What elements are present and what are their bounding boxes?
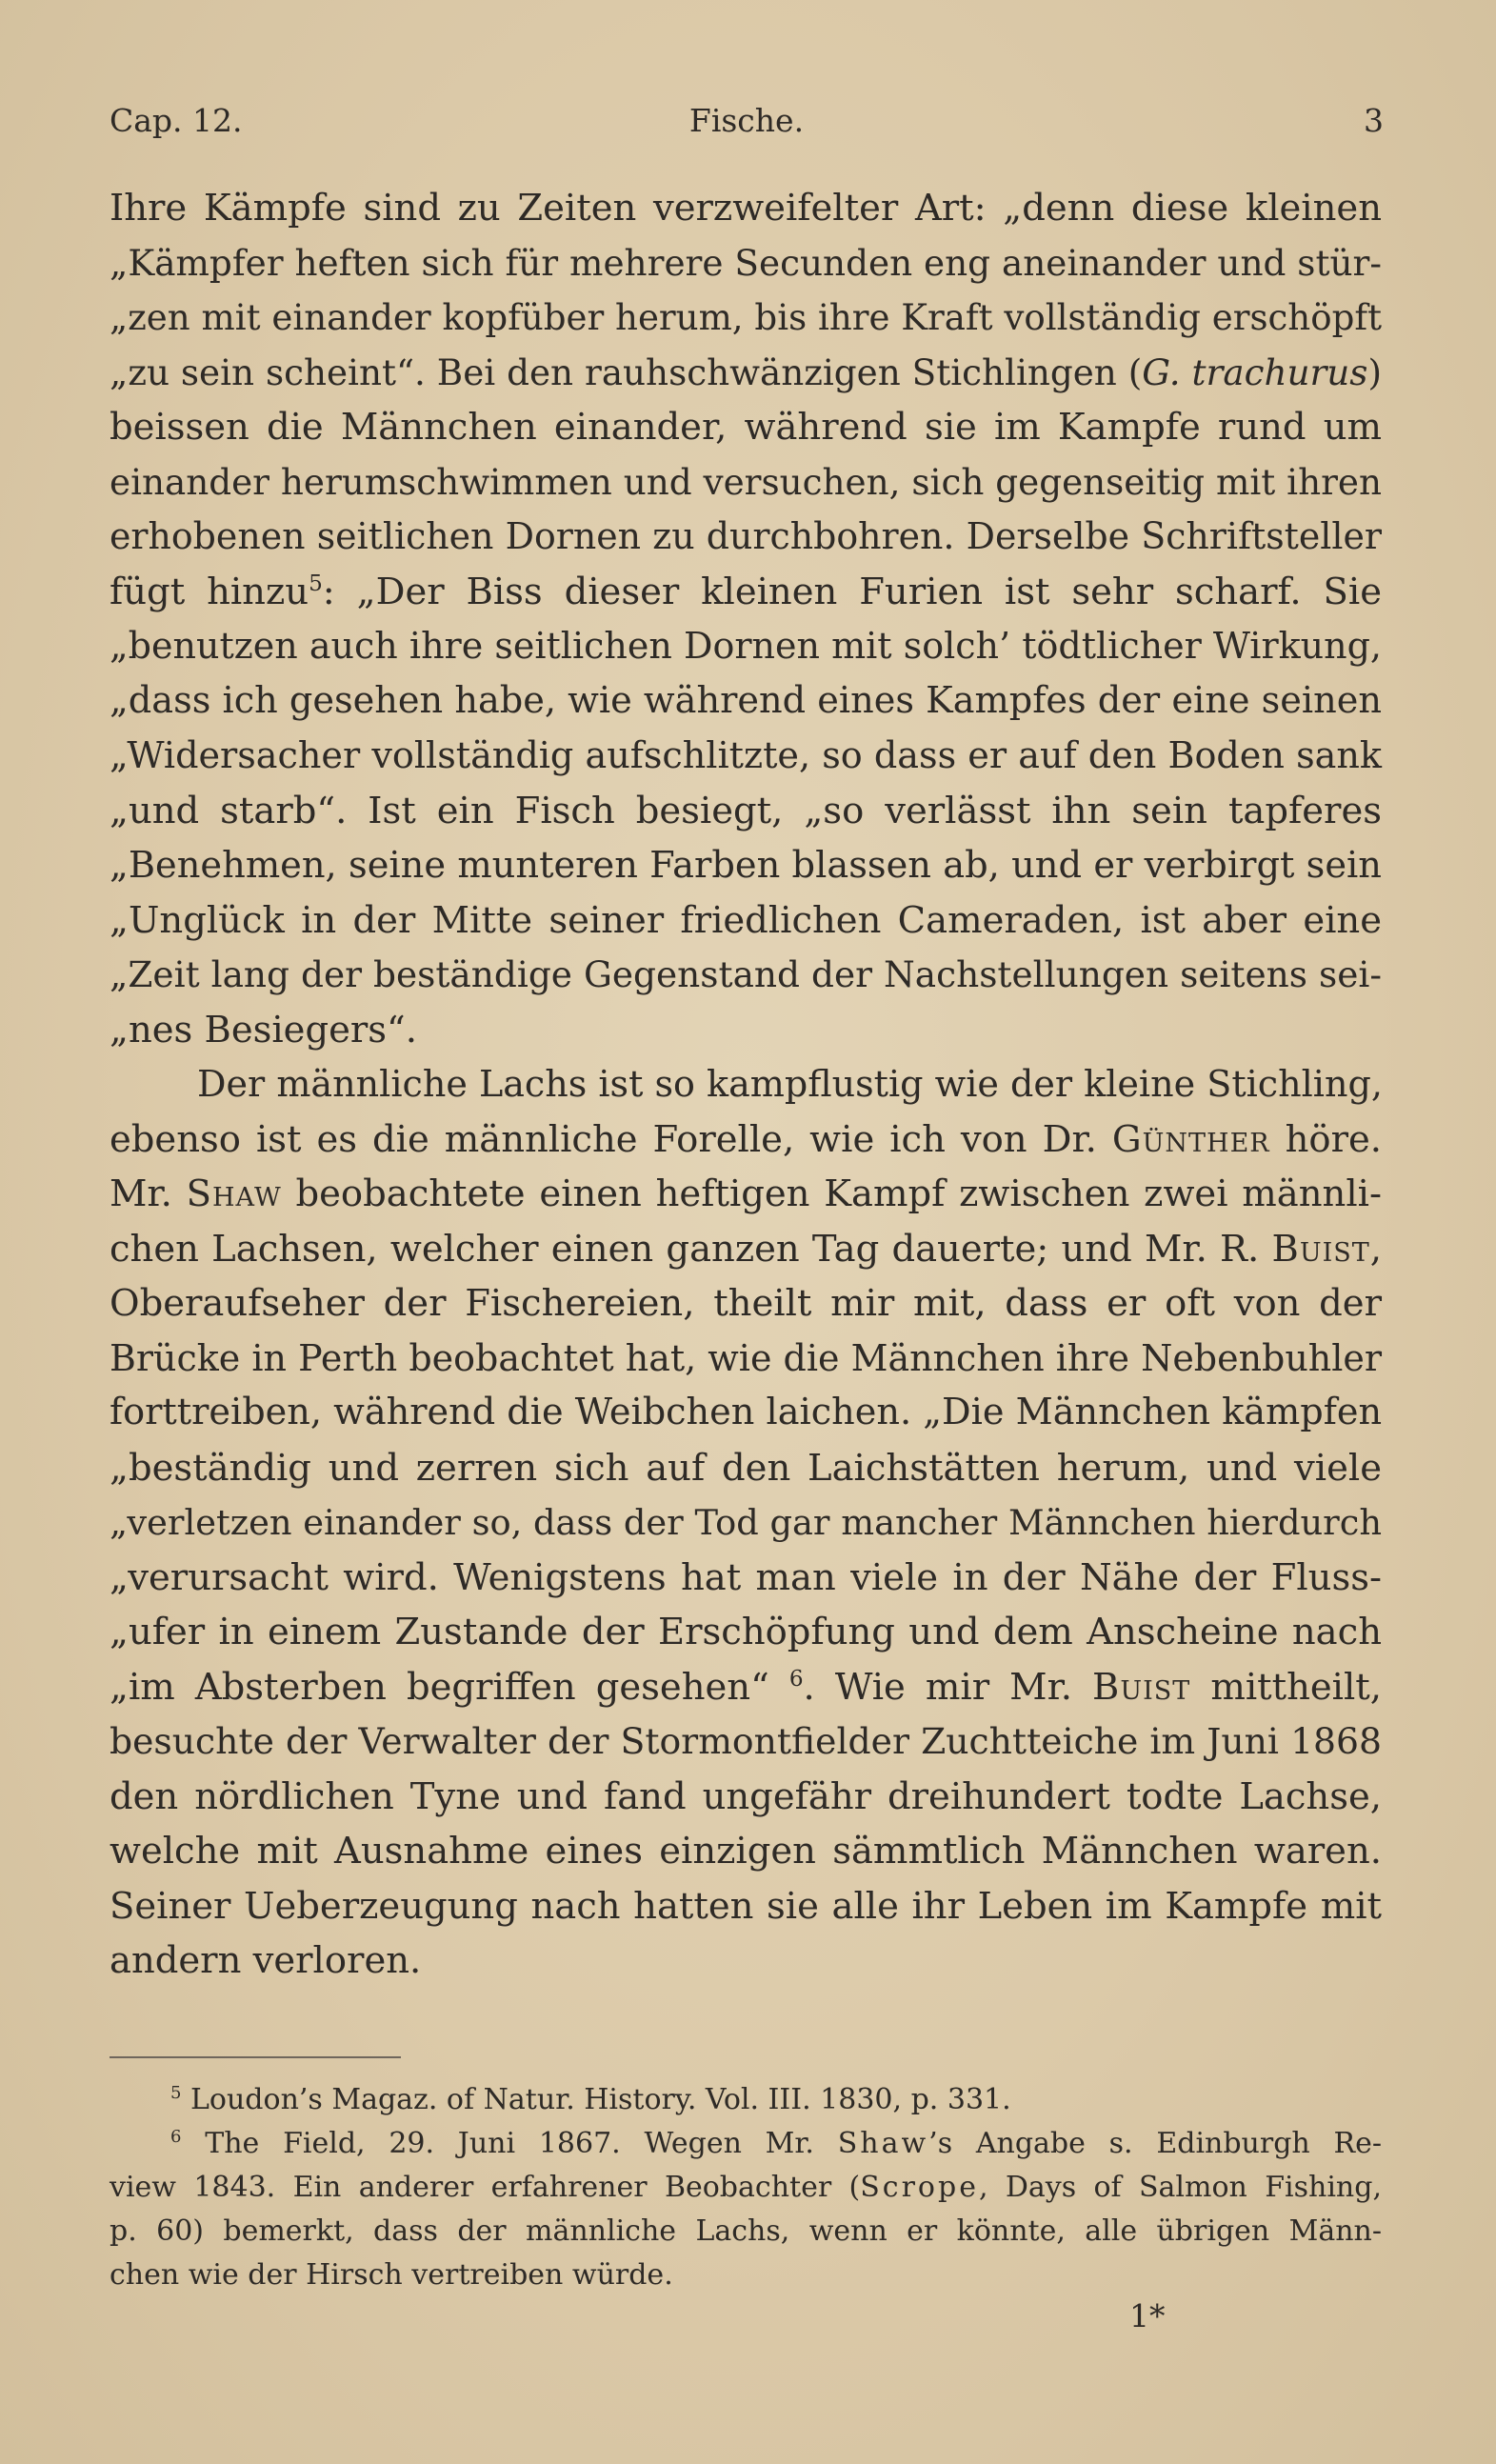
- person-name: Scrope: [860, 2171, 979, 2204]
- chapter-label: Cap. 12.: [110, 102, 243, 139]
- text-line: „zen mit einander kopfüber herum, bis ihre Kraft vollständig erschöpft: [110, 297, 1382, 338]
- footnote-5: [110, 2078, 1382, 2122]
- text-line: „Kämpfer heften sich für mehrere Secunden eng aneinander und stür-: [110, 241, 1382, 284]
- text-span: Mr.: [110, 1172, 187, 1215]
- text-line: „beständig und zerren sich auf den Laichstätten herum, und viele: [110, 1446, 1382, 1490]
- footnote-line: p. 60) bemerkt, dass der männliche Lachs, wenn er könnte, alle übrigen Männ-: [110, 2214, 1382, 2248]
- text-line: forttreiben, während die Weibchen laichen. „Die Männchen kämpfen: [110, 1392, 1383, 1433]
- text-span: fügt hinzu: [110, 570, 309, 613]
- footnote-mark: 6: [170, 2127, 182, 2147]
- text-line: einander herumschwimmen und versuchen, sich gegenseitig mit ihren: [110, 460, 1382, 503]
- text-line: Der männliche Lachs ist so kampflustig wie der kleine Stichling,: [197, 1063, 1383, 1105]
- text-span: ,: [1369, 1227, 1382, 1271]
- text-span: höre.: [1269, 1117, 1383, 1161]
- text-span: : „Der Biss dieser kleinen Furien ist sehr scharf. Sie: [322, 570, 1382, 613]
- text-line: „verletzen einander so, dass der Tod gar mancher Männchen hierdurch: [110, 1502, 1382, 1543]
- text-line: Brücke in Perth beobachtet hat, wie die Männchen ihre Nebenbuhler: [110, 1336, 1382, 1379]
- text-line: andern verloren.: [110, 1939, 422, 1982]
- text-line: „und starb“. Ist ein Fisch besiegt, „so verlässt ihn sein tapferes: [110, 789, 1382, 832]
- text-line: [110, 565, 1382, 620]
- running-header: [110, 97, 1384, 145]
- text-line: Ihre Kämpfe sind zu Zeiten verzweifelter Art: „denn diese kleinen: [110, 187, 1382, 230]
- paragraph-2: [110, 1057, 1382, 1989]
- text-line: „ufer in einem Zustande der Erschöpfung und dem Anscheine nach: [110, 1611, 1382, 1653]
- person-name: Buist: [1271, 1227, 1370, 1271]
- text-line: Seiner Ueberzeugung nach hatten sie alle ihr Leben im Kampfe mit: [110, 1884, 1382, 1928]
- text-line: „verursacht wird. Wenigstens hat man viele in der Nähe der Fluss-: [110, 1555, 1382, 1599]
- text-line: [110, 1660, 1382, 1715]
- footnotes: [110, 2078, 1382, 2297]
- text-line: beissen die Männchen einander, während sie im Kampfe rund um: [110, 406, 1382, 449]
- footnote-mark: 5: [170, 2083, 182, 2103]
- text-span: ebenso ist es die männliche Forelle, wie ich von Dr.: [110, 1117, 1112, 1161]
- footnote-text: The Field, 29. Juni 1867. Wegen Mr.: [205, 2127, 838, 2160]
- text-line: den nördlichen Tyne und fand ungefähr dreihundert todte Lachse,: [110, 1774, 1382, 1818]
- person-name: Shaw: [186, 1172, 282, 1215]
- footnote-ref-5: 5: [309, 571, 323, 596]
- text-line: „Unglück in der Mitte seiner friedlichen Cameraden, ist aber eine: [110, 898, 1382, 942]
- footnote-text: Loudon’s Magaz. of Natur. History. Vol. III. 1830, p. 331.: [190, 2083, 1011, 2116]
- body-text: [110, 181, 1382, 1989]
- text-line: „nes Besiegers“.: [110, 1008, 417, 1052]
- text-span: chen Lachsen, welcher einen ganzen Tag dauerte; und Mr. R.: [110, 1227, 1272, 1271]
- signature-mark: 1*: [1129, 2297, 1166, 2334]
- person-name: Günther: [1111, 1117, 1270, 1161]
- text-line: besuchte der Verwalter der Stormontfielder Zuchtteiche im Juni 1868: [110, 1720, 1382, 1762]
- text-line: „Widersacher vollständig aufschlitzte, so dass er auf den Boden sank: [110, 734, 1382, 776]
- text-span: „im Absterben begriffen gesehen“: [110, 1665, 789, 1709]
- footnote-text: ’s Angabe s. Edinburgh Re-: [928, 2127, 1382, 2160]
- page-number: 3: [1364, 102, 1384, 139]
- footnote-ref-6: 6: [788, 1666, 804, 1692]
- text-line: erhobenen seitlichen Dornen zu durchbohren. Derselbe Schriftsteller: [110, 515, 1382, 557]
- text-line: „benutzen auch ihre seitlichen Dornen mit solch’ tödtlicher Wirkung,: [110, 625, 1382, 667]
- text-span: beobachtete einen heftigen Kampf zwischen zwei männli-: [281, 1172, 1382, 1215]
- text-line: „Benehmen, seine munteren Farben blassen ab, und er verbirgt sein: [110, 844, 1382, 887]
- text-span: mittheilt,: [1190, 1665, 1382, 1709]
- person-name: Buist: [1092, 1665, 1191, 1709]
- text-line: „dass ich gesehen habe, wie während eines Kampfes der eine seinen: [110, 679, 1382, 722]
- footnote-line: chen wie der Hirsch vertreiben würde.: [110, 2258, 673, 2292]
- person-name: Shaw: [837, 2127, 929, 2160]
- section-title: Fische.: [688, 102, 805, 139]
- footnote-6: [110, 2122, 1382, 2166]
- footnote-divider: [110, 2056, 401, 2058]
- text-span: „zu sein scheint“. Bei den rauhschwänzigen Stichlingen (: [110, 351, 1143, 393]
- text-line: [110, 1167, 1382, 1222]
- text-line: [110, 1112, 1382, 1168]
- text-span: ): [1367, 351, 1382, 393]
- text-line: Oberaufseher der Fischereien, theilt mir mit, dass er oft von der: [110, 1282, 1382, 1325]
- text-span: . Wie mir Mr.: [803, 1665, 1093, 1709]
- paragraph-1: [110, 181, 1382, 1057]
- text-line: „Zeit lang der beständige Gegenstand der Nachstellungen seitens sei-: [110, 953, 1382, 995]
- text-line: [110, 1222, 1382, 1277]
- footnote-line: [110, 2166, 1382, 2210]
- text-line: [110, 346, 1382, 401]
- footnote-text: view 1843. Ein anderer erfahrener Beobachter (: [110, 2171, 861, 2204]
- text-line: welche mit Ausnahme eines einzigen sämmtlich Männchen waren.: [110, 1830, 1382, 1873]
- footnote-text: , Days of Salmon Fishing,: [978, 2171, 1382, 2204]
- species-name: G. trachurus: [1142, 351, 1368, 393]
